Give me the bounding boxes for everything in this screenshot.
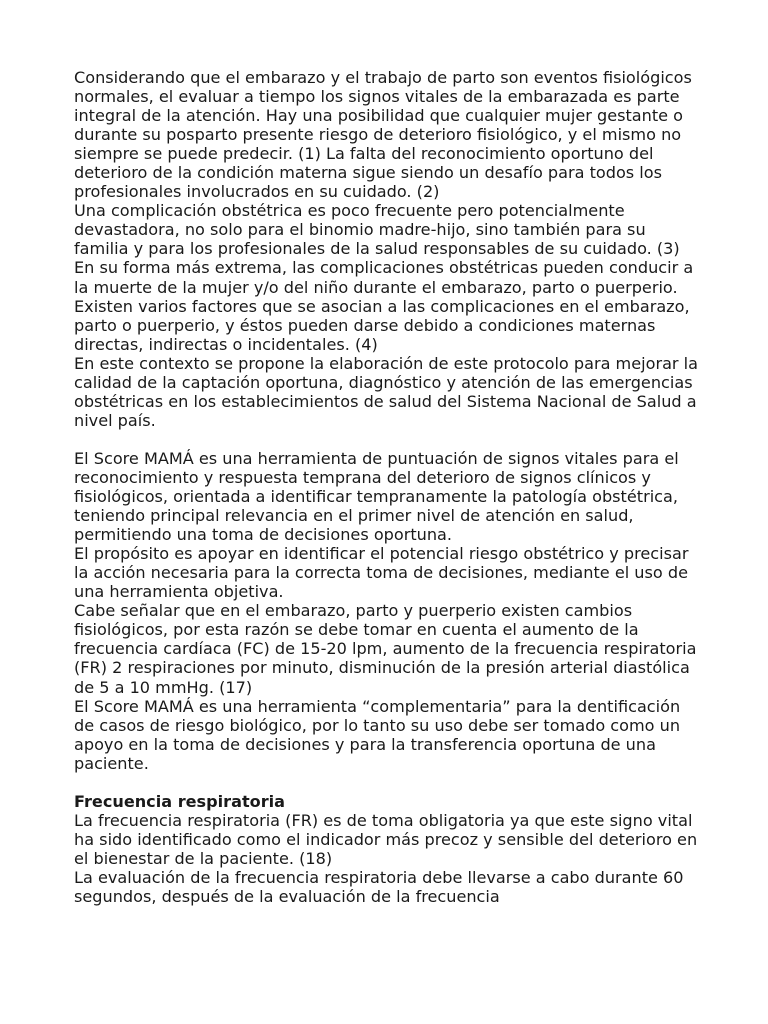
- paragraph-respiratory-rate: La frecuencia respiratoria (FR) es de toma obligatoria ya que este signo vital ha sido identificado como el indicador más precoz y sensible del deterioro en el bienestar de la paciente. (18): [74, 810, 698, 868]
- paragraph-gap: [74, 430, 704, 449]
- section-heading: Frecuencia respiratoria: [74, 791, 286, 811]
- paragraph-physiological-changes: Cabe señalar que en el embarazo, parto y puerperio existen cambios fisiológicos, por esta razón se debe tomar en cuenta el aumento de la frecuencia cardíaca (FC) de 15-20 lpm, aumento de la frecuencia respiratoria (FR) 2 respiraciones por minuto, disminución de la presión arterial diastólica de 5 a 10 mmHg. (17): [74, 601, 697, 697]
- paragraph-gap: [74, 773, 704, 792]
- paragraph-complementary-tool: El Score MAMÁ es una herramienta “complementaria” para la dentificación de casos de riesgo biológico, por lo tanto su uso debe ser tomado como un apoyo en la toma de decisiones y para la transferencia oportuna de una paciente.: [74, 696, 681, 773]
- paragraph-score-mama-definition: El Score MAMÁ es una herramienta de puntuación de signos vitales para el reconocimiento y respuesta temprana del deterioro de signos clínicos y fisiológicos, orientada a identificar tempranamente la patología obstétrica, teniendo principal relevancia en el primer nivel de atención en salud, permitiendo una toma de decisiones oportuna.: [74, 448, 679, 545]
- paragraph-protocol-context: En este contexto se propone la elaboración de este protocolo para mejorar la calidad de la captación oportuna, diagnóstico y atención de las emergencias obstétricas en los establecimientos de salud del Sistema Nacional de Salud a nivel país.: [74, 353, 699, 430]
- paragraph-pregnancy-vital-signs: Considerando que el embarazo y el trabajo de parto son eventos fisiológicos normales, el evaluar a tiempo los signos vitales de la embarazada es parte integral de la atención. Hay una posibilidad que cualquier mujer gestante o durante su posparto presente riesgo de deterioro fisiológico, y el mismo no siempre se puede predecir. (1) La falta del reconocimiento oportuno del deterioro de la condición materna sigue siendo un desafío para todos los profesionales involucrados en su cuidado. (2): [74, 68, 692, 202]
- document-page: [74, 68, 704, 906]
- paragraph-obstetric-complication: Una complicación obstétrica es poco frecuente pero potencialmente devastadora, no solo para el binomio madre-hijo, sino también para su familia y para los profesionales de la salud responsables de su cuidado. (3) En su forma más extrema, las complicaciones obstétricas pueden conducir a la muerte de la mujer y/o del niño durante el embarazo, parto o puerperio. Existen varios factores que se asocian a las complicaciones en el embarazo, parto o puerperio, y éstos pueden darse debido a condiciones maternas directas, indirectas o incidentales. (4): [74, 201, 694, 354]
- paragraph-respiratory-evaluation: La evaluación de la frecuencia respiratoria debe llevarse a cabo durante 60 segundos, después de la evaluación de la frecuencia: [74, 867, 684, 907]
- paragraph-purpose: El propósito es apoyar en identificar el potencial riesgo obstétrico y precisar la acción necesaria para la correcta toma de decisiones, mediante el uso de una herramienta objetiva.: [74, 544, 689, 602]
